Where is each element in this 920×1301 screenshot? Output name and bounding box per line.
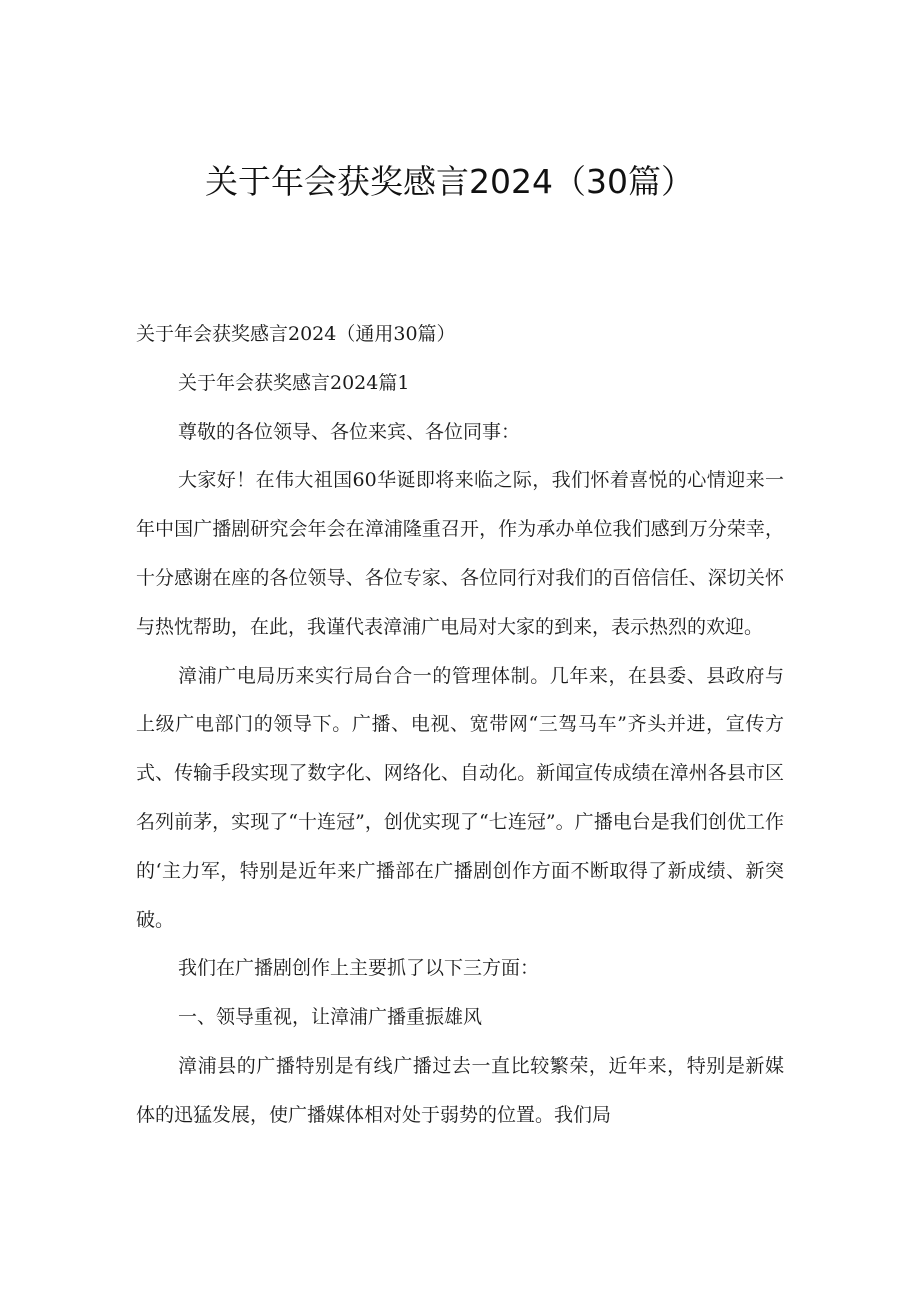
paragraph-bureau-overview: 漳浦广电局历来实行局台合一的管理体制。几年来，在县委、县政府与上级广电部门的领导下。广播、电视、宽带网“三驾马车”齐头并进，宣传方式、传输手段实现了数字化、网络化、自动化。新闻宣传成绩在漳州各县市区名列前茅，实现了“十连冠”，创优实现了“七连冠”。广播电台是我们创优工作的‘主力军，特别是近年来广播部在广播剧创作方面不断取得了新成绩、新突破。 xyxy=(136,664,784,931)
paragraph-salutation: 尊敬的各位领导、各位来宾、各位同事： xyxy=(178,420,521,443)
paragraph-three-aspects: 我们在广播剧创作上主要抓了以下三方面： xyxy=(178,957,540,980)
paragraph-point-one-heading: 一、领导重视，让漳浦广播重振雄风 xyxy=(178,1006,483,1029)
paragraph-point-one-body: 漳浦县的广播特别是有线广播过去一直比较繁荣，近年来，特别是新媒体的迅猛发展，使广播媒体相对处于弱势的位置。我们局 xyxy=(136,1054,784,1126)
paragraph-greeting: 大家好！在伟大祖国60华诞即将来临之际，我们怀着喜悦的心情迎来一年中国广播剧研究会年会在漳浦隆重召开，作为承办单位我们感到万分荣幸，十分感谢在座的各位领导、各位专家、各位同行对我们的百倍信任、深切关怀与热忱帮助，在此，我谨代表漳浦广电局对大家的到来，表示热烈的欢迎。 xyxy=(136,469,784,638)
section-heading: 关于年会获奖感言2024篇1 xyxy=(178,371,410,394)
document-title: 关于年会获奖感言2024（30篇） xyxy=(205,162,694,201)
document-body xyxy=(136,310,784,1140)
document-subtitle: 关于年会获奖感言2024（通用30篇） xyxy=(136,323,456,345)
